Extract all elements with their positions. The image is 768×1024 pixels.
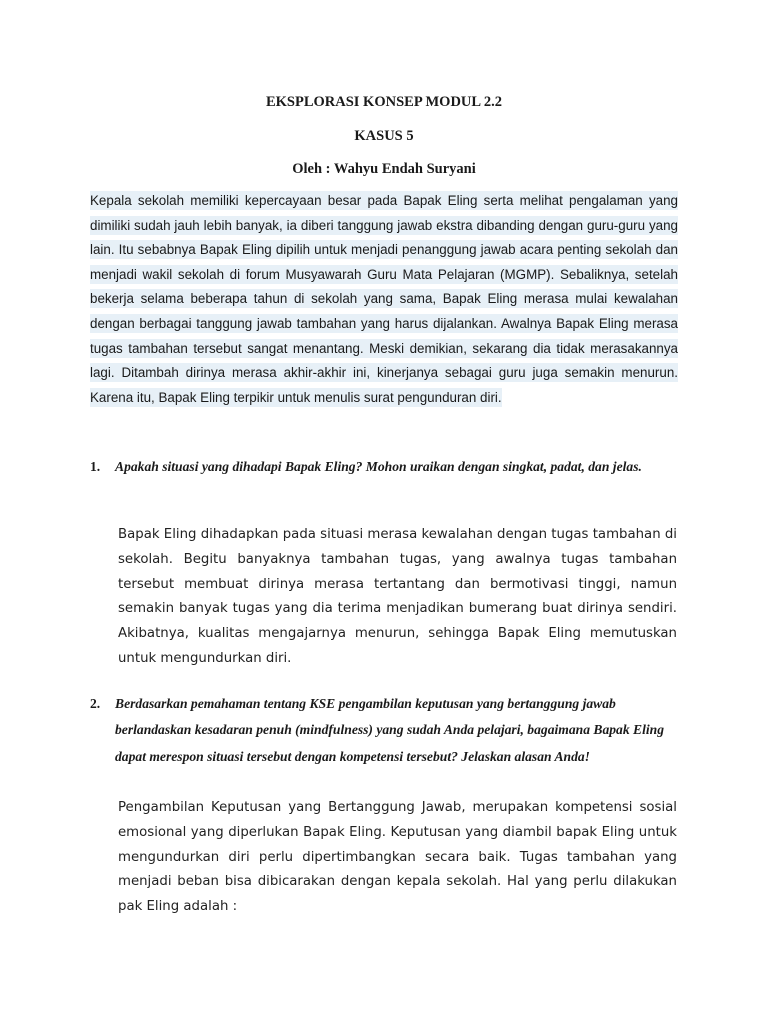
- question-number: 1.: [90, 459, 101, 474]
- author-line: Oleh : Wahyu Endah Suryani: [292, 161, 476, 177]
- case-label: KASUS 5: [354, 128, 414, 144]
- case-description: [90, 189, 678, 410]
- question-text: Apakah situasi yang dihadapi Bapak Eling? Mohon uraikan dengan singkat, padat, dan jelas.: [115, 459, 642, 474]
- answer-1: Bapak Eling dihadapkan pada situasi merasa kewalahan dengan tugas tambahan di sekolah. Begitu banyaknya tambahan tugas, yang awalnya tugas tambahan tersebut membuat dirinya merasa tertantang dan bermotivasi tinggi, namun semakin banyak tugas yang dia terima menjadikan bumerang buat dirinya sendiri. Akibatnya, kualitas mengajarnya menurun, sehingga Bapak Eling memutuskan untuk mengundurkan diri.: [118, 527, 677, 666]
- document-title: EKSPLORASI KONSEP MODUL 2.2: [265, 94, 503, 110]
- question-1: [90, 454, 678, 480]
- question-text: Berdasarkan pemahaman tentang KSE pengambilan keputusan yang bertanggung jawab berlandaskan kesadaran penuh (mindfulness) yang sudah Anda pelajari, bagaimana Bapak Eling dapat merespon situasi tersebut dengan kompetensi tersebut? Jelaskan alasan Anda!: [115, 696, 665, 764]
- question-2: [90, 691, 678, 770]
- question-number: 2.: [90, 696, 101, 711]
- case-description-text: Kepala sekolah memiliki kepercayaan besar pada Bapak Eling serta melihat pengalaman yang dimiliki sudah jauh lebih banyak, ia diberi tanggung jawab ekstra dibanding dengan guru-guru yang lain. Itu sebabnya Bapak Eling dipilih untuk menjadi penanggung jawab acara penting sekolah dan menjadi wakil sekolah di forum Musyawarah Guru Mata Pelajaran (MGMP). Sebaliknya, setelah bekerja selama beberapa tahun di sekolah yang sama, Bapak Eling merasa mulai kewalahan dengan berbagai tanggung jawab tambahan yang harus dijalankan. Awalnya Bapak Eling merasa tugas tambahan tersebut sangat menantang. Meski demikian, sekarang dia tidak merasakannya lagi. Ditambah dirinya merasa akhir-akhir ini, kinerjanya sebagai guru juga semakin menurun. Karena itu, Bapak Eling terpikir untuk menulis surat pengunduran diri.: [90, 193, 678, 405]
- answer-2: Pengambilan Keputusan yang Bertanggung Jawab, merupakan kompetensi sosial emosional yang diperlukan Bapak Eling. Keputusan yang diambil bapak Eling untuk mengundurkan diri perlu dipertimbangkan secara baik. Tugas tambahan yang menjadi beban bisa dibicarakan dengan kepala sekolah. Hal yang perlu dilakukan pak Eling adalah :: [118, 800, 677, 915]
